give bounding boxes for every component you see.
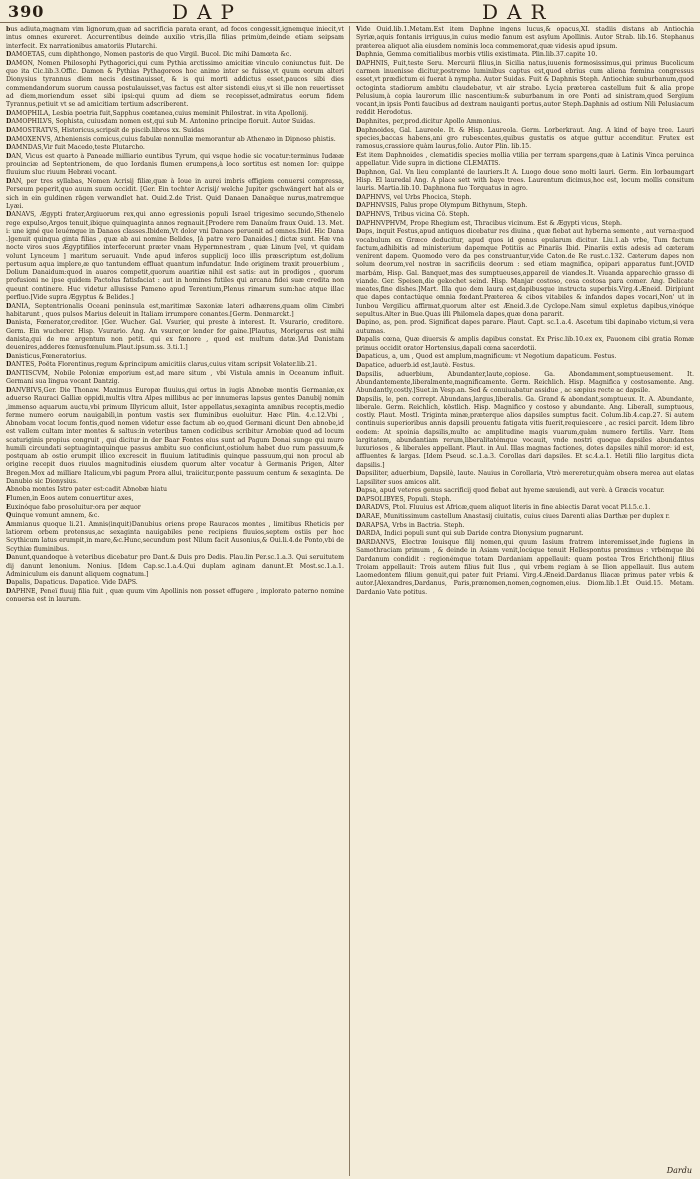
dictionary-entry: DAMOPHILA, Lesbia poetria fuit,Sapphus coætanea,cuius meminit Philostrat. in vita Apollonij. [6, 109, 309, 117]
dictionary-entry: DAMOXENVS, Atheniensis comicus,cuius fabulæ nonnullæ memorantur ab Athenæo in Dipnoso phistis. [6, 135, 336, 143]
dictionary-entry: DANTISCVM, Nobile Poloniæ emporium est,ad mare situm , vbi Vistula amnis in Oceanum influit. Germani sua lingua vocant Dantzig. [6, 370, 344, 386]
dictionary-entry: DAPHNE, Peneï fluuij filia fuit , quæ quum vim Apollinis non posset effugere , implorato paterno nomine conuersa est in laurum. [6, 588, 344, 604]
dictionary-entry: Dapino, as, pen. prod. Significat dapes parare. Plaut. Capt. sc.1.a.4. Ascetum tibi dapinabo victum,si vera autumas. [356, 319, 694, 335]
dictionary-entry: Dapaticus, a, um , Quod est amplum,magnificum: vt Negotium dapaticum. Festus. [356, 353, 617, 361]
dictionary-entry: DARAPSA, Vrbs in Bactria. Steph. [356, 521, 465, 529]
dictionary-entry: DANVBIVS,Ger. Die Thonaw. Maximus Europæ fluuius,qui ortus in iugis Abnobæ montis Germaniæ,ex aduerso Rauraci Galliæ oppidi,multis vltra Alpes millibus ac per innumeras lapsus gentes Danubij nomin ,immenso aquarum auctu,vbi primum Illyricum alluit, Ister appellatus,sexaginta amnibus receptis,medio ferme numero eorum nauigabili,in pontum vastis sex fluminibus euoluitur. Hæc Plin. 4.c.12.Vbi , Abnobam vocat locum fontis,quod nomen videtur esse factum ab eo,quod Germani dicunt Den abnobe,id est vallem cultam inter montes & saltus:in veteribus tamen codicibus scribitur Arnobiæ quod ad locum scaturiginis propius congruit , qui dicitur in der Baar Fontes eius sunt ad Pagum Donai sunge qui muro humili circundati septuagintaquinque passus ambitu suo conficiunt,ostiolum habet duo rum passuum,& postquam ab ostio erumpit illico excrescit in fluuium latitudinis quinque passuum,qui non procul ab origine recepit duos riuulos magnitudinis eiusdem quorum alter vocatur à Germanis Prigen, Alter Bregen.Mox ad milliare Italicum,vbi pagum Prora allui, traiicitur,ponte passuum centum & sexaginta. De Danubio sic Dionysius. [6, 387, 344, 485]
dictionary-entry: Danisticus,Fœneratorius. [6, 352, 87, 360]
dictionary-entry: Dapsilis, le, pen. corrept. Abundans,largus,liberalis. Ga. Grand & abondant,somptueux. It. A. Abundante, liberale. Germ. Reichlich, köstlich. Hisp. Magnifico y costoso y abundante. Ang. Liberall, sumptuous, costly. Plaut. Mostl. Triginta minæ,præterque alios dapsiles sumptus facit. Colum.lib.4.cap.27. Si autem continuis superioribus annis dapsili prouentu fatigata vitis fuerit,requiescere , ac resici parcit. Idem libro eodem: At spoinia dapsilis,multo ac amplitudine magis vuarum,quàm numero fertilis. Varr. Item largitatem, abundantiam rerum,liberalitatémque vocauit, vnde nostri quoque dapsiles abundantes luxuriosos , & liberales appellant. Plaut. in Aul. Illas magnas factiones, dotes dapsiles nihil moror: id est, affluentes & largas. [Idem Pseud. sc.1.a.3. Corollas dari dapsiles. Et sc.4.a.1. Hetili filio largitus dicta dapsilis.] [356, 395, 694, 469]
dictionary-entry: Danunt,quandoque à veteribus dicebatur pro Dant.& Duis pro Dedis. Plau.lin Per.sc.1.a.3. Qui seruitutem dij danunt lenonium. Nonius. [Idem Cap.sc.1.a.4.Qui duplam aginam danunt.Et Most.sc.1.a.1. Adminiculum eis danunt aliquem cognatum.] [6, 554, 344, 578]
dictionary-entry: DAPHNVPHVM, Prope Rhegium est, Thracibus vicinum. Est & Ægypti vicus, Steph. [356, 219, 622, 227]
right-column [356, 26, 694, 1176]
running-head-left: DAP [172, 0, 243, 24]
dictionary-entry: Euxinóque fabo prosoluitur:ora per æquor [6, 503, 141, 511]
dictionary-entry: Dapalis, Dapaticus. Dapatice. Vide DAPS. [6, 579, 138, 587]
dictionary-entry: DAMOSTRATVS, Historicus,scripsit de piscib.libros xx. Suidas [6, 126, 205, 134]
running-head-right: DAR [482, 0, 555, 24]
dictionary-entry: DAPHNIS, Fuit,teste Seru. Mercurii filius,in Sicilia natus,iuuenis formosissimus,qui primus Bucolicum carmen inuenisse dicitur,postremo luminibus captus est,quod ebrius cum aliena fœmina congressus esset,vt prædictum ei fuerat à nympha. Autor Suidas. Fuit & Daphnis Steph. Antiochiæ suburbanum,quod octoginta stadiorum ambitu claudebatur, vt air strabo. Lycia præterea castellum fuit & alia prope Pelusium,à copia laurorum illic nascentium:& suburbanum in ore Ponti ad sinistram,quod Sergium vocant,in ipsis Ponti faucibus ad dextram nauiganti portus,autor Steph.Daphnis ad ostium Nili Pelusiacum reddit Herodotus. [356, 59, 694, 117]
dictionary-entry: Danista, Fœnerator,creditor. [Ger. Wucher. Gal. Vsurier, qui preste à interest. It. Vsurario, creditore. Germ. Ein wucherer. Hisp. Vsurario. Ang. An vsurer,or lender for gaine.]Plautus, Morigerus est mihi danista,qui de me argentum non petit. qui ex fænore , quod est multum datæ.]Ad Danistam deuenires,adderes fœnusfœnulum.Plaut.ipsum.ss. 3.ti.1.] [6, 319, 344, 352]
dictionary-entry: DAMOETAS, cum diphthongo, Nomen pastoris de quo Virgil. Bucol. Dic mihi Damœta &c. [6, 51, 292, 59]
page-header [0, 0, 700, 23]
dictionary-entry: DAPHNVS, vel Urbs Phocica, Steph. [356, 193, 472, 201]
dictionary-entry: DAN, Vicus est quarto à Paneade milliario euntibus Tyrum, qui vsque hodie sic vocatur:terminus Iudææ prouinciæ ad Septentrionem, de quo Iordanis flumen erumpens,à loco sortitus est nomen Ior: quippe fluuium sluc riuum Hebræi vocant. [6, 152, 344, 177]
dictionary-entry: Est item Daphnoides , clematidis species mollia vtilia per terram spargens,quæ à Latinis Vinca peruinca appellatur. Vide supra in dictione CLEMATIS. [356, 151, 694, 167]
dictionary-entry: Daps, inquit Festus,apud antiquos dicebatur res diuina , quæ fiebat aut hyberna semente , aut verna:quod vocabulum ex Græco deducitur, apud quos id genus epularum dicitur. Liu.1.ab vrbe, Tum factum factum,adhibitis ad ministerium dapemque Potitiis ac Pinariis Ibid. Pinariis extis adesis ad cæteram venirent dapem. Quomodo vero da pes construantur,vide Caton.de Re rust.c.132. Cæterum dapes non solum deorum,vel nostræ in sacrificiis deorum : sed etiam magnifica, opipari apparatus funt.[OVID marbám, Hisp. Gal. Banquet,mas des sumptueuses,appareil de viandes.It. Viuanda apparechio grasso di viande. Ger. Speisen,die gekochet seind. Hisp. Manjar costoso, cosa costosa para comer. Ang. Delicate meates,fine dishes.]Mart. Illa quo dem laura est,dapibusque instructa superbis.Virg.4.Æneid. Diripiunt que dapes contactúque omnia fœdant.Præterea & cibos vitabiles & infandos dapes vocari,Non' ut in Iunbou Vergilicu affirmat,quorum alter est Æneid.3.de Cyclope.Nam simul expletus dapibus,vinóque sepultus.Alter in Bue.Quas illi Philomela dapes,quæ dona pararit. [356, 228, 694, 318]
dictionary-entry: Daphnia, Gemma comitialibus morbis vtilis existimata. Plin.lib.37.capite 10. [356, 51, 598, 59]
column-divider [349, 26, 350, 1176]
dictionary-entry: Daphnon, Gal. Vn lieu complanté de lauriers.It A. Luogo doue sono molti lauri. Germ. Ein lorbaumgart Hisp. El lauredal Ang. A place sett with baye trees. Laurentum dicimus,hoc est, locum mollis consitum lauris. Martia.lib.10. Daphnona fuo Torquatus in agro. [356, 168, 694, 193]
catchword: Dardu [666, 1166, 692, 1175]
dictionary-entry: Ammianus quoque li.21. Amnis(inquit)Danubius oriens prope Rauracos montes , limitibus Rheticis per latiorem orbem protensus,ac sexaginta nauigabiles pene recipiens fluuios,septem ostiis per hoc Scythicum latus erumpit,in mare,&c.Hunc,secundum post Nilum facit Ausonius,& Oui.li.4.de Ponto,vbi de Scythiæ fluminibus. [6, 520, 344, 553]
dictionary-entry: DARDANVS, Electræ Iouisque filij nomen,qui quum Iasium fratrem interemisset,inde fugiens in Samothraciam primum , & deinde in Asiam venit,locúque tenuit Hellespontus proximus : vrbémque ibi Dardanum condidit : regionémque totam Dardaniam appellauit: quam postea Tros Erichthonij filius Troiam appellauit: Trois autem filius fuit Ilus , qui vrbem regiam à se Ilion appellauit. Ilus autem Laomedontem filium genuit,qui pater fuit Priami. Virg.4.Æneid.Dardanus Iliacæ primus pater vrbis & autor.[Alexandres,Dardanus, Paris,prænomen,nomen,cognomen,eius. Diom.lib.1.Et Ouid.15. Metam. Dardanio Vate potitus. [356, 539, 694, 596]
dictionary-entry: DANTES, Poëta Florentinus,regum &principum amicitiis clarus,cuius vitam scripsit Volater.lib.21. [6, 361, 317, 369]
dictionary-entry: Dapsiliter, aduerbium, Dapsilè, laute. Nauius in Corollaria, Vtrò mereretur,quàm obsera merea aut elatas Lapsiliter suos amicos alit. [356, 470, 694, 486]
dictionary-entry: DAPHNVSIS, Palus prope Olympum Bithynum, Steph. [356, 202, 528, 210]
dictionary-entry: Quinque vomunt amnem, &c. [6, 512, 100, 520]
dictionary-entry: DAMNDAS,Vir fuit Macedo,teste Plutarcho. [6, 144, 145, 152]
dictionary-entry: Dapalis cœna, Quæ diuersis & amplis dapibus constat. Ex Prisc.lib.10.ex ex, Pauonem cibi gratia Romæ primus occidit orator Hortensius,dapali cœna sacerdotii. [356, 336, 694, 352]
dictionary-entry: DARADVS, Ptol. Fluuius est Africæ,quem aliquot literis in fine abiectis Darat vocat Pl.l.5.c.1. [356, 504, 651, 512]
dictionary-entry: Dapsilis, aduerbium, Abundanter,laute,copiose. Ga. Abondamment,somptueusement. It. Abundantemente,liberalmente,magnificamente. Germ. Reichlich. Hisp. Magnifica y costosamente. Ang. Abundantly,costly.]Suet.in Vesp.an. Sed & conuiuabatur assidue , ac sæpius recte ac dapsile. [356, 370, 694, 394]
dictionary-entry: Abnoba montes Istro pater est:cadit Abnobæ hiatu [6, 486, 168, 494]
dictionary-entry: DANAVS, Ægypti frater,Argiuorum rex,qui anno egressionis populi Israel trigesimo secundo,Sthenelo rege expulso,Argos tenuit,ibique quinquaginta annos regnauit.[Prodere rem Danaûm fraux Ouid. 13. Met. i: une igné que leuémque in Danaos classes.Ibidem,Vt dolor vni Danaos peruenit ad omnes.Ibid. Hic Dana .]genuit quinqua ginta filias , quæ ab aui nomine Belides, [à patre vero Danaides.] dictæ sunt. Hæ vna nocte viros suos Ægyptifilios interfecerunt præter vnam Hypermnestram , quæ Linum [vel, vt quidam volunt Lynceum ] maritum seruauit. Vnde apud inferos supplicij loco illis præscriptum est,dolium pertusum aqua implere,æ quo tantundem effluat quantum infundatur. Inde originem traxit prouerbium , Dolium Danaidum:quod in auaros competit,quorum auaritiæ nihil est satis: aut in prodigos , quorum profusioni ne ipse quidem Pactolus fatisfaciat : aut in homines futiles qui arcana fidei suæ credita non queunt continere. Huc videtur allusisse Pameno apud Terentium,Plenus rimarum sum:hac atque illac perfluo.[Vide supra Ægyptus & Belides.] [6, 211, 344, 301]
dictionary-entry: DARDA, Indici populi sunt qui sub Daride contra Dionysium pugnarunt. [356, 530, 584, 538]
dictionary-entry: bus adiuta,magnam vim lignorum,quæ ad sacrificia parata erant, ad focos congessit,ignemque iniecit,vt intus omnes exureret. Accurrentibus deinde auxilio vtris,illa filias primùm,deinde etiam seipsam interfecit. Ex narrationibus amatoriis Plutarchi. [6, 26, 344, 50]
dictionary-entry: Dapsa, apud veteres genus sacrificij quod fiebat aut hyeme sæuiendi, aut verè. à Græcis vocatur. [356, 487, 665, 495]
dictionary-entry: DAMON, Nomen Philosophi Pythagorici,qui cum Pythia arctissimo amicitiæ vinculo coniunctus fuit. De quo ita Cic.lib.3.Offic. Damon & Pythias Pythagoreos hoc animo inter se fuisse,vt quum eorum alteri Dionysius tyrannus diem necis destinauisset, & is qui morti addictus esset,paucos sibi dies commendandorum suorum caussa postulauisset,vas factus est alter sistendi eius,vt si ille non reuertisset ad diem,moriendum esset sibi ipsi:qui quum ad diem se recepisset,admiratus eorum fidem Tyrannus,petiuit vt se ad amicitiam tertium adscriberent. [6, 59, 344, 109]
dictionary-entry: Daphnites, per,prod.dicitur Apollo Ammonius. [356, 117, 502, 125]
dictionary-entry: DAPHNVS, Tribus vicina Cô. Steph. [356, 211, 470, 219]
dictionary-entry: DANIA, Septentrionalis Oceani peninsula est,maritimæ Saxoniæ lateri adhærens,quam olim Cimbri habitarunt , quos pulsos Marius deleuit in Italiam irrumpere conantes.[Germ. Denmarckt.] [6, 302, 344, 318]
dictionary-entry: Vide Ouid.lib.1.Metam.Est item Daphne ingens lucus,& opacus,XI. stadiis distans ab Antiochia Syriæ,aquis fontanis irriguus,in cuius medio fanum est asylum Apollinis. Autor Strab. lib.16. Stephanus præterea aliquot alia eiusdem nominis loca commemorat,quæ videsis apud ipsum. [356, 26, 694, 50]
dictionary-entry: Daphnoides, Gal. Laureole. It. & Hisp. Laureola. Germ. Lorberkraut. Ang. A kind of baye tree. Lauri species,baccas habens,ani gro rubescentes,quibus gustatis os atque guttur accenditur. Frutex est ramosus,crassiore quàm laurus,folio. Autor Plin. lib.15. [356, 126, 694, 151]
left-column [6, 26, 344, 1176]
dictionary-entry: Dapatice, aduerb.id est,lautè. Festus. [356, 361, 475, 369]
dictionary-entry: DAPSOLIBYES, Populi. Steph. [356, 495, 452, 503]
dictionary-entry: DAN, per tres syllabas, Nomen Acrisij filiæ,quæ à Ioue in aurei imbris effigiem conuersi compressa, Perseum peperit,quo auum suum occidit. [Ger. Ein tochter Acrisij/ welche Jupiter gschwängert hat als er sich in ein guldinen rägen verwandlet hat. Ouid.2.de Trist. Quid Danaen Danaëque nurus,matremque Lyæi. [6, 178, 344, 210]
page-number: 390 [8, 2, 45, 21]
dictionary-entry: DAMOPHILVS, Sophista, cuiusdam nomen est,qui sub M. Antonino principe floruit. Autor Suidas. [6, 118, 316, 126]
dictionary-entry: Flumen,in Eoos autem conuertitur axes, [6, 495, 134, 503]
dictionary-entry: DARAE, Munitissimum castellum Anastasij ciuitatis, cuius ciues Darenti alias Darthæ per duplex r. [356, 513, 670, 521]
